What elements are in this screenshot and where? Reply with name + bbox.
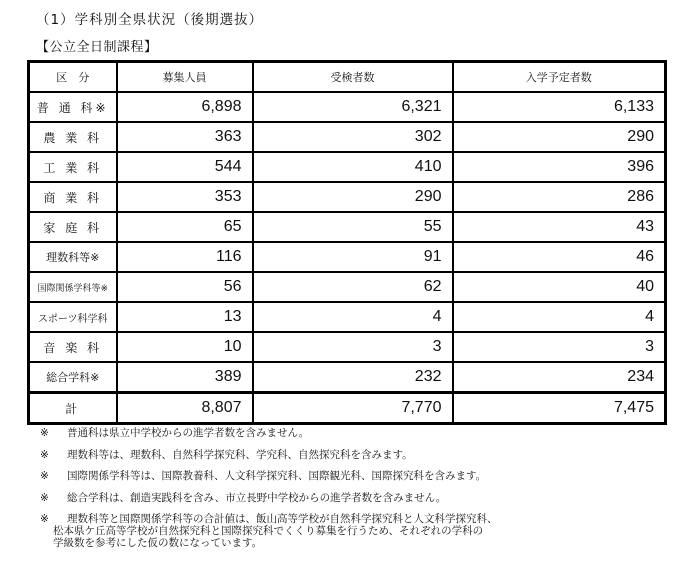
table-row xyxy=(29,122,666,152)
capacity-cell: 116 xyxy=(117,242,253,272)
applicants-cell: 91 xyxy=(253,242,453,272)
note-mark: ※ xyxy=(40,491,49,504)
applicants-cell: 62 xyxy=(253,272,453,302)
applicants-cell: 4 xyxy=(253,302,453,332)
capacity-cell: 363 xyxy=(117,122,253,152)
note-mark: ※ xyxy=(40,427,49,439)
footnote-text: 国際関係学科等は、国際教養科、人文科学探究科、国際観光科、国際探究科を含みます。 xyxy=(67,470,487,482)
admitted-cell: 4 xyxy=(453,302,666,332)
applicants-cell: 290 xyxy=(253,182,453,212)
footnote xyxy=(40,445,498,467)
capacity-cell: 353 xyxy=(117,182,253,212)
footnote-text: 普通科は県立中学校からの進学者数を含みません。 xyxy=(67,427,310,439)
footnote-multiline xyxy=(40,513,498,549)
capacity-cell: 389 xyxy=(117,362,253,393)
header-applicants: 受検者数 xyxy=(253,62,453,93)
note-mark: ※ xyxy=(40,513,49,525)
footnote xyxy=(40,488,498,510)
admitted-cell: 46 xyxy=(453,242,666,272)
table-row xyxy=(29,212,666,242)
header-admitted: 入学予定者数 xyxy=(453,62,666,93)
footnote-text-line2: 松本県ケ丘高等学校が自然探究科と国際探究科でくくり募集を行うため、それぞれの学科の xyxy=(53,525,484,537)
enrollment-table xyxy=(27,60,667,425)
table-row xyxy=(29,92,666,122)
row-label: 総合学科※ xyxy=(29,362,117,393)
applicants-cell: 6,321 xyxy=(253,92,453,122)
row-label: 音 楽 科 xyxy=(29,332,117,362)
capacity-cell: 13 xyxy=(117,302,253,332)
admitted-total: 7,475 xyxy=(453,393,666,424)
row-label: 家 庭 科 xyxy=(29,212,117,242)
footnotes xyxy=(40,423,498,549)
row-label: 商 業 科 xyxy=(29,182,117,212)
applicants-cell: 55 xyxy=(253,212,453,242)
row-label: 理数科等※ xyxy=(29,242,117,272)
admitted-cell: 3 xyxy=(453,332,666,362)
header-category: 区 分 xyxy=(29,62,117,93)
row-label: 農 業 科 xyxy=(29,122,117,152)
admitted-cell: 286 xyxy=(453,182,666,212)
table-total-row xyxy=(29,393,666,424)
admitted-cell: 290 xyxy=(453,122,666,152)
table-row xyxy=(29,332,666,362)
footnote-text: 総合学科は、創造実践科を含み、市立長野中学校からの進学者数を含みません。 xyxy=(67,491,447,504)
admitted-cell: 234 xyxy=(453,362,666,393)
applicants-cell: 302 xyxy=(253,122,453,152)
footnote-text-line3: 学級数を参考にした仮の数になっています。 xyxy=(53,537,263,549)
table-header-row xyxy=(29,62,666,93)
row-label: 工 業 科 xyxy=(29,152,117,182)
applicants-total: 7,770 xyxy=(253,393,453,424)
applicants-cell: 410 xyxy=(253,152,453,182)
header-capacity: 募集人員 xyxy=(117,62,253,93)
table-row xyxy=(29,152,666,182)
capacity-total: 8,807 xyxy=(117,393,253,424)
footnote-text: 理数科等と国際関係学科等の合計値は、飯山高等学校が自然科学探究科と人文科学探究科、 xyxy=(67,513,498,525)
applicants-cell: 232 xyxy=(253,362,453,393)
table-row xyxy=(29,242,666,272)
table-row xyxy=(29,272,666,302)
note-mark: ※ xyxy=(40,470,49,482)
footnote xyxy=(40,466,498,488)
admitted-cell: 396 xyxy=(453,152,666,182)
note-mark: ※ xyxy=(40,448,49,461)
capacity-cell: 10 xyxy=(117,332,253,362)
footnote-text: 理数科等は、理数科、自然科学探究科、学究科、自然探究科を含みます。 xyxy=(67,448,413,461)
section-subtitle: 【公立全日制課程】 xyxy=(36,40,158,55)
admitted-cell: 40 xyxy=(453,272,666,302)
page-title: （1）学科別全県状況（後期選抜） xyxy=(36,12,264,28)
footnote xyxy=(40,423,498,445)
capacity-cell: 6,898 xyxy=(117,92,253,122)
row-label: スポーツ科学科 xyxy=(29,302,117,332)
total-label: 計 xyxy=(29,393,117,424)
row-label: 国際関係学科等※ xyxy=(29,272,117,302)
table-row xyxy=(29,302,666,332)
applicants-cell: 3 xyxy=(253,332,453,362)
table-row xyxy=(29,362,666,393)
admitted-cell: 6,133 xyxy=(453,92,666,122)
capacity-cell: 544 xyxy=(117,152,253,182)
capacity-cell: 65 xyxy=(117,212,253,242)
table-row xyxy=(29,182,666,212)
admitted-cell: 43 xyxy=(453,212,666,242)
capacity-cell: 56 xyxy=(117,272,253,302)
row-label: 普 通 科※ xyxy=(29,92,117,122)
